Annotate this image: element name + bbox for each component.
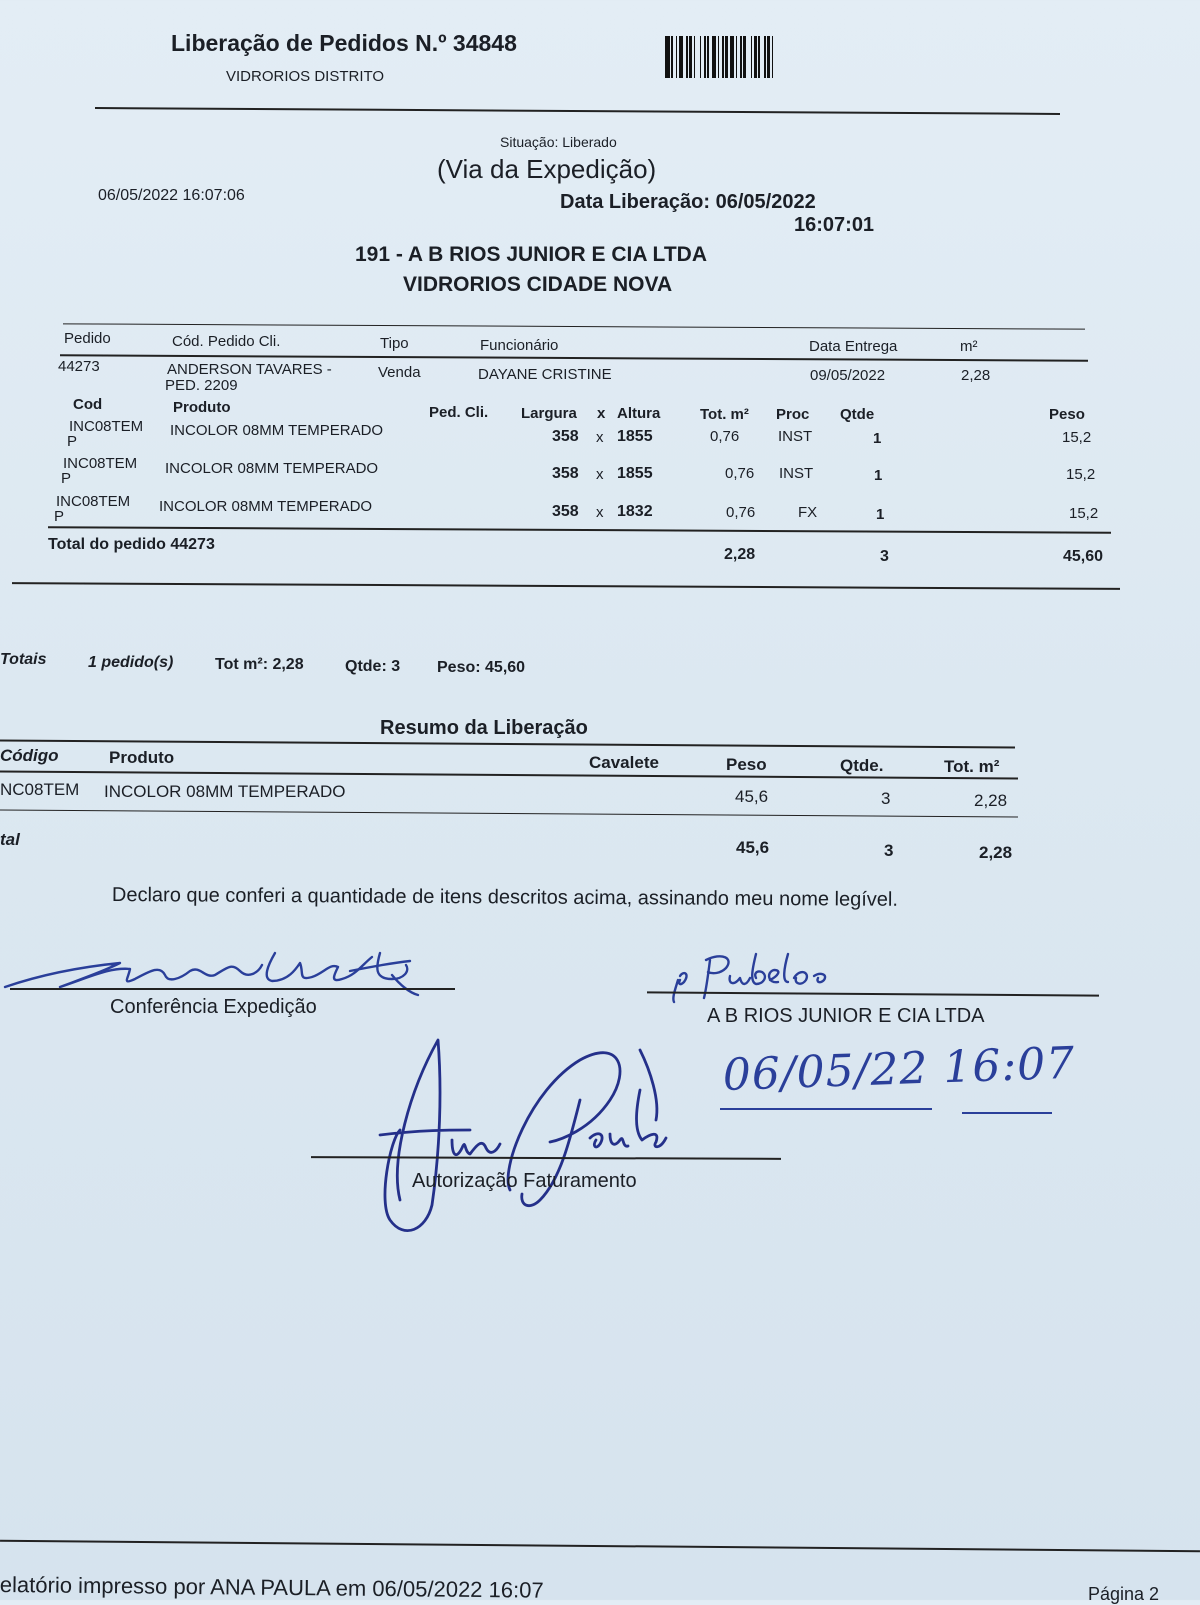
client-label: A B RIOS JUNIOR E CIA LTDA (707, 1005, 985, 1027)
printed-datetime: 06/05/2022 16:07:06 (98, 187, 245, 204)
totais-pedidos: 1 pedido(s) (88, 654, 174, 671)
footer-printed-by: elatório impresso por ANA PAULA em 06/05/2022 16:07 (0, 1572, 544, 1603)
item-tot-m2: 0,76 (725, 465, 755, 482)
col-data-entrega: Data Entrega (809, 338, 898, 355)
resumo-col-peso: Peso (726, 755, 767, 774)
barcode (665, 36, 831, 78)
totais-label: Totais (0, 651, 47, 668)
item-produto: INCOLOR 08MM TEMPERADO (170, 422, 384, 439)
items-col-produto: Produto (173, 399, 231, 416)
col-tipo: Tipo (380, 335, 409, 352)
order-total-rule (48, 526, 1111, 534)
item-qtde: 1 (874, 467, 883, 484)
order-section-end-rule (12, 582, 1120, 590)
items-col-tot-m2: Tot. m² (700, 406, 749, 423)
footer-rule (0, 1540, 1200, 1552)
col-funcionario: Funcionário (480, 337, 559, 354)
item-proc: INST (779, 465, 814, 482)
item-x: x (596, 429, 604, 446)
declaration-text: Declaro que conferi a quantidade de itens descritos acima, assinando meu nome legível. (111, 884, 899, 911)
resumo-qtde: 3 (881, 789, 891, 808)
col-m2: m² (960, 338, 978, 355)
handwritten-time-underline (962, 1112, 1052, 1114)
item-largura: 358 (552, 465, 579, 482)
header-divider (95, 107, 1060, 115)
resumo-col-codigo: Código (0, 746, 59, 765)
resumo-tot-m2: 2,28 (974, 791, 1008, 810)
handwritten-date-underline (720, 1108, 932, 1110)
item-cod: INC08TEM (69, 418, 144, 435)
autorizacao-label: Autorização Faturamento (412, 1170, 637, 1192)
item-qtde: 1 (876, 506, 885, 523)
item-cod-suffix: P (54, 508, 65, 525)
item-produto: INCOLOR 08MM TEMPERADO (165, 460, 379, 477)
item-altura: 1832 (617, 503, 653, 520)
items-col-x: x (597, 405, 606, 422)
data-entrega-value: 09/05/2022 (810, 367, 886, 384)
resumo-codigo: NC08TEM (0, 780, 80, 799)
pedido-number: 44273 (58, 358, 100, 375)
item-proc: FX (798, 504, 818, 521)
item-qtde: 1 (873, 430, 882, 447)
item-x: x (596, 466, 604, 483)
item-altura: 1855 (617, 465, 653, 482)
item-peso: 15,2 (1069, 505, 1099, 522)
items-col-peso: Peso (1049, 406, 1085, 423)
order-total-qtde: 3 (880, 548, 889, 565)
item-altura: 1855 (617, 428, 653, 445)
item-tot-m2: 0,76 (710, 428, 740, 445)
data-liberacao: Data Liberação: 06/05/2022 (560, 191, 816, 213)
resumo-total-peso: 45,6 (736, 838, 770, 857)
resumo-row-rule (0, 809, 1018, 817)
item-cod-suffix: P (67, 433, 78, 450)
items-col-ped-cli: Ped. Cli. (429, 404, 489, 421)
resumo-title: Resumo da Liberação (380, 717, 588, 739)
items-col-qtde: Qtde (840, 406, 875, 423)
order-table-top-rule (63, 323, 1085, 329)
item-largura: 358 (552, 428, 579, 445)
totais-peso: Peso: 45,60 (437, 659, 526, 676)
resumo-produto: INCOLOR 08MM TEMPERADO (104, 782, 346, 801)
resumo-peso: 45,6 (735, 787, 769, 806)
funcionario-value: DAYANE CRISTINE (478, 366, 612, 383)
item-cod-suffix: P (61, 470, 72, 487)
totais-qtde: Qtde: 3 (345, 658, 401, 675)
totais-m2: Tot m²: 2,28 (215, 656, 304, 673)
handwritten-date: 06/05/22 16:07 (722, 1037, 1076, 1101)
col-cod-pedido-cli: Cód. Pedido Cli. (172, 333, 281, 350)
items-col-largura: Largura (521, 405, 577, 422)
resumo-col-tot-m2: Tot. m² (944, 757, 1000, 776)
autorizacao-signature (360, 1030, 690, 1240)
item-tot-m2: 0,76 (726, 504, 756, 521)
resumo-col-produto: Produto (109, 748, 175, 767)
branch-name: VIDRORIOS CIDADE NOVA (403, 273, 673, 296)
cod-cli-line2: PED. 2209 (165, 377, 238, 394)
resumo-total-label: tal (0, 830, 20, 849)
item-cod: INC08TEM (63, 455, 138, 472)
conferencia-signature-line (10, 988, 455, 990)
resumo-col-cavalete: Cavalete (589, 753, 659, 772)
order-total-m2: 2,28 (724, 546, 756, 563)
data-liberacao-time: 16:07:01 (794, 214, 875, 236)
cod-cli-line1: ANDERSON TAVARES - (167, 361, 332, 378)
conferencia-label: Conferência Expedição (110, 996, 317, 1018)
items-col-proc: Proc (776, 406, 810, 423)
order-total-label: Total do pedido 44273 (48, 536, 215, 553)
item-cod: INC08TEM (56, 493, 131, 510)
order-total-peso: 45,60 (1063, 548, 1104, 565)
company-name: VIDRORIOS DISTRITO (226, 68, 385, 85)
item-peso: 15,2 (1066, 466, 1096, 483)
situacao-label: Situação: Liberado (500, 134, 617, 150)
tipo-value: Venda (378, 364, 421, 381)
item-produto: INCOLOR 08MM TEMPERADO (159, 498, 373, 515)
via-label: (Via da Expedição) (437, 154, 657, 184)
resumo-total-tot-m2: 2,28 (979, 843, 1013, 862)
item-peso: 15,2 (1062, 429, 1092, 446)
resumo-col-qtde: Qtde. (840, 756, 884, 775)
col-pedido: Pedido (64, 330, 111, 347)
client-name: 191 - A B RIOS JUNIOR E CIA LTDA (355, 243, 707, 266)
client-signature (670, 940, 890, 1010)
footer-page: Página 2 (1088, 1584, 1160, 1604)
resumo-total-qtde: 3 (884, 841, 894, 860)
item-largura: 358 (552, 503, 579, 520)
items-col-altura: Altura (617, 405, 661, 422)
document-title: Liberação de Pedidos N.º 34848 (171, 30, 517, 56)
item-proc: INST (778, 428, 813, 445)
m2-value: 2,28 (961, 367, 991, 384)
item-x: x (596, 504, 604, 521)
items-col-cod: Cod (73, 396, 103, 413)
